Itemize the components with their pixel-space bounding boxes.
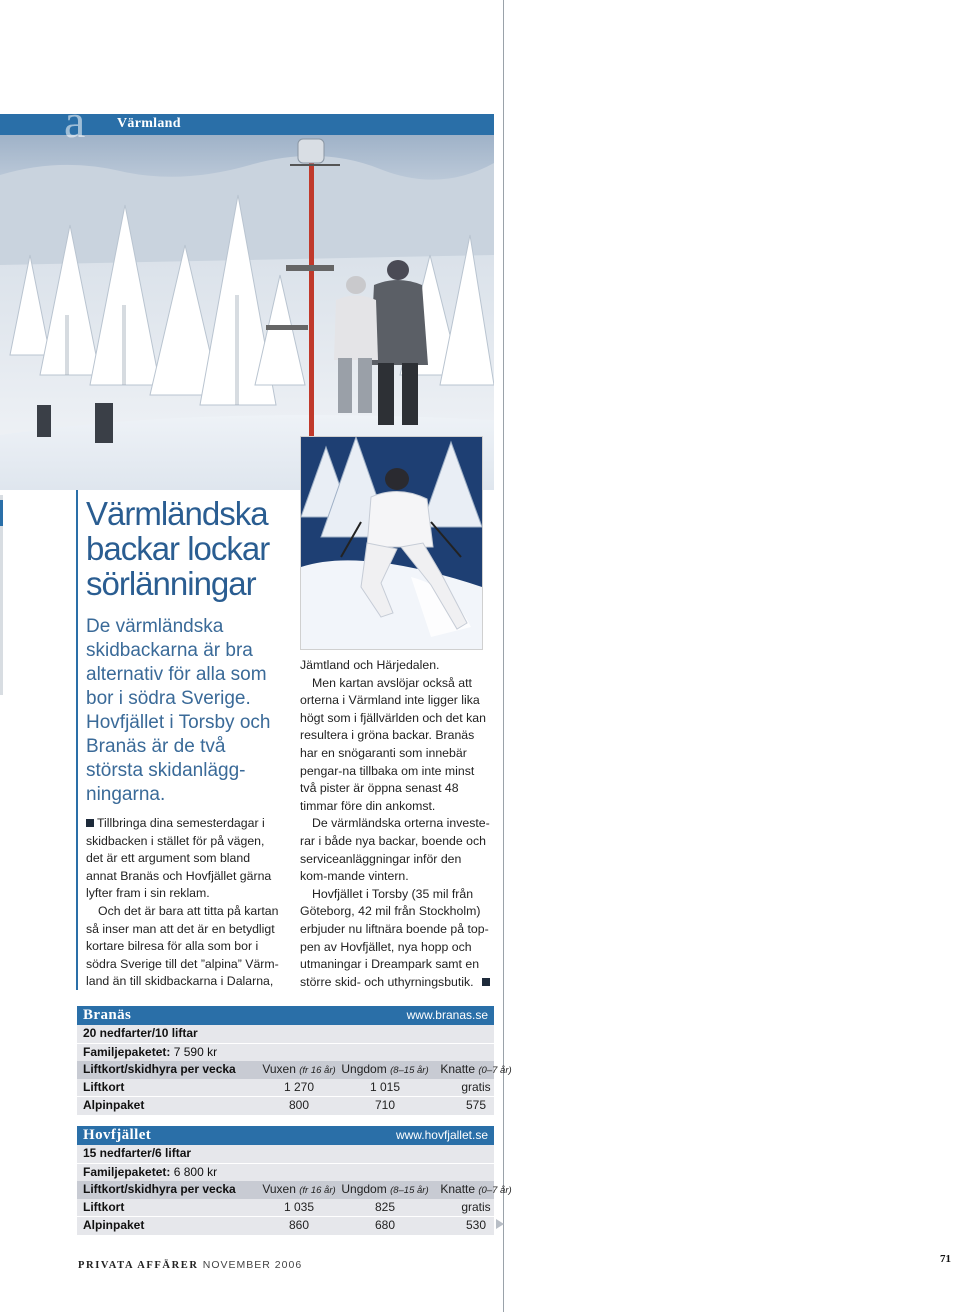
family-package-label: Familjepaketet: [83, 1164, 171, 1179]
row-label: Alpinpaket [83, 1098, 145, 1112]
paragraph-4: Men kartan avslöjar också att orterna i Värmland inte ligger lika högt som i fjällvärlden och det kan resultera i gröna backar. Branäs har en snögaranti som innebär pengar-na tillbaka om inte minst två pister är öppna senast 48 timmar före din ankomst. [300, 675, 486, 813]
column-header-kid: Knatte (0–7 år) [440, 1182, 512, 1196]
slopes-row [77, 1025, 494, 1043]
cell-kid: 575 [465, 1098, 487, 1112]
cell-kid: gratis [461, 1199, 491, 1214]
footer-publication [78, 1259, 302, 1271]
row-label: Liftkort [83, 1079, 125, 1094]
bullet-marker [86, 819, 94, 827]
paragraph-1-text: Tillbringa dina semesterdagar i skidbacken i stället för på vägen, det är ett argument som bland annat Branäs och Hovfjället gärna lyfter fram i sin reklam. [86, 816, 272, 901]
section-title: Värmland [117, 116, 181, 131]
price-table-label: Liftkort/skidhyra per vecka [83, 1062, 236, 1076]
table-row [77, 1097, 494, 1115]
table-row [77, 1079, 494, 1097]
article-column-2 [300, 657, 492, 991]
family-package [83, 1044, 217, 1062]
family-package-value: 6 800 kr [173, 1164, 218, 1179]
cell-adult: 1 270 [283, 1079, 315, 1094]
column-header-adult: Vuxen (fr 16 år) [262, 1062, 336, 1076]
cell-kid: 530 [465, 1218, 487, 1232]
article-rule [76, 490, 78, 990]
resort-link[interactable]: www.hovfjallet.se [395, 1128, 488, 1142]
paragraph-6 [300, 886, 492, 992]
family-package [83, 1164, 217, 1182]
family-package-label: Familjepaketet: [83, 1044, 171, 1059]
paragraph-5: De värmländska orterna investe-rar i både nya backar, boende och serviceanläggningar inför den kom-mande vintern. [300, 816, 490, 884]
issue-date: NOVEMBER 2006 [202, 1259, 303, 1271]
resort-name: Branäs [83, 1007, 132, 1023]
price-table-label: Liftkort/skidhyra per vecka [83, 1182, 236, 1196]
column-header-youth: Ungdom (8–15 år) [341, 1062, 429, 1076]
page-number: 71 [940, 1253, 951, 1265]
adjacent-page-edge-accent [0, 500, 3, 526]
factbox-hovfjallet [77, 1126, 512, 1235]
paragraph-1 [86, 815, 282, 903]
factbox-header [77, 1006, 494, 1025]
paragraph-2: Och det är bara att titta på kartan så inser man att det är en betydligt kortare bilresa för alla som bor i södra Sverige till det ”alpina” Värm-land än till skidbackarna i Dalarna, [86, 903, 279, 989]
article-ingress: De värmländska skidbackarna är bra alternativ för alla som bor i södra Sverige. Hovfjället i Torsby och Branäs är de två största skidanlägg-ningarna. [86, 616, 271, 805]
column-header-kid: Knatte (0–7 år) [440, 1062, 512, 1076]
factbox-header [77, 1126, 494, 1145]
cell-youth: 1 015 [369, 1079, 401, 1094]
slopes-row [77, 1145, 494, 1163]
paragraph-6-text: Hovfjället i Torsby (35 mil från Göteborg, 42 mil från Stockholm) erbjuder nu liftnära boende på top-pen av Hovfjället, nya hopp och utmaningar i Dreampark samt en större skid- och uthyrningsbutik. [300, 886, 489, 989]
cell-adult: 860 [288, 1218, 310, 1232]
resort-link[interactable]: www.branas.se [406, 1008, 488, 1022]
row-label: Liftkort [83, 1199, 125, 1214]
cell-kid: gratis [461, 1079, 491, 1094]
slopes-text: 15 nedfarter/6 liftar [83, 1146, 192, 1160]
cell-youth: 680 [374, 1218, 396, 1232]
price-table-header [77, 1061, 512, 1079]
end-marker [482, 978, 490, 986]
photo-skier [300, 436, 483, 650]
price-table-header [77, 1181, 512, 1199]
row-label: Alpinpaket [83, 1218, 145, 1232]
column-header-adult: Vuxen (fr 16 år) [262, 1182, 336, 1196]
family-package-value: 7 590 kr [173, 1044, 218, 1059]
factbox-branas [77, 1006, 512, 1115]
cell-adult: 1 035 [283, 1199, 315, 1214]
resort-name: Hovfjället [83, 1127, 152, 1143]
slopes-text: 20 nedfarter/10 liftar [83, 1026, 198, 1040]
family-package-row [77, 1044, 494, 1062]
page-gutter-line [503, 0, 504, 1312]
article-column-1 [86, 815, 282, 991]
cell-adult: 800 [288, 1098, 310, 1112]
table-row [77, 1217, 494, 1235]
column-header-youth: Ungdom (8–15 år) [341, 1182, 429, 1196]
cell-youth: 825 [374, 1199, 396, 1214]
table-row [77, 1199, 494, 1217]
paragraph-3: Jämtland och Härjedalen. [300, 658, 440, 672]
cell-youth: 710 [374, 1098, 396, 1112]
section-mark: á [64, 95, 86, 148]
publication-name: PRIVATA AFFÄRER [78, 1260, 199, 1271]
article-headline: Värmländska backar lockar sörlänningar [86, 495, 270, 602]
continue-arrow-icon [496, 1219, 504, 1229]
family-package-row [77, 1164, 494, 1182]
